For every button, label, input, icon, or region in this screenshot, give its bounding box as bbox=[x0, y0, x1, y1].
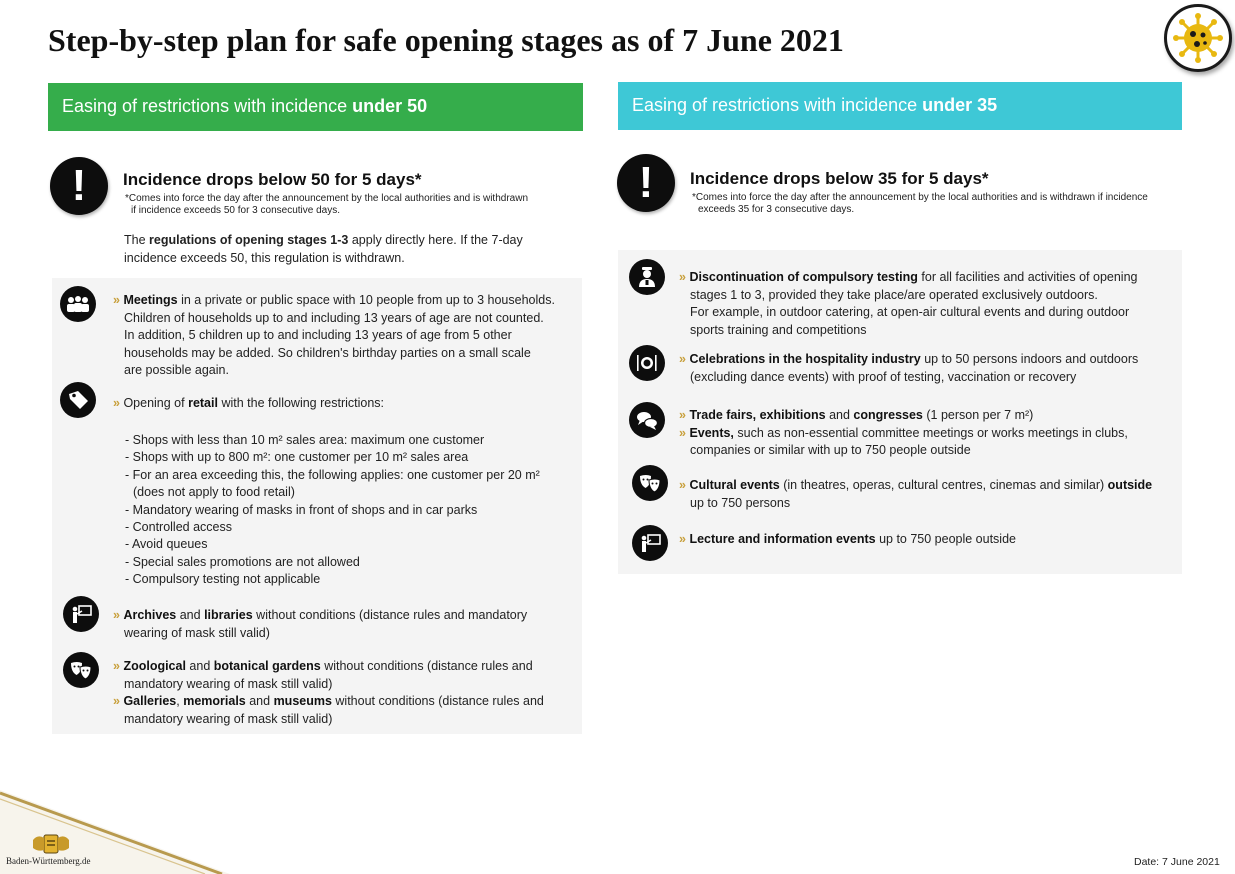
footnote-35: *Comes into force the day after the announcement by the local authorities and is withdrawn if incidence exceeds 35 for 3 consecutive days. bbox=[692, 192, 1148, 215]
list-item: - Controlled access bbox=[125, 520, 232, 535]
list-item: - Mandatory wearing of masks in front of shops and in car parks bbox=[125, 502, 478, 517]
testing-item: » Discontinuation of compulsory testing for all facilities and activities of opening stages 1 to 3, provided they take place/are operated exclusively outdoors. For example, in outdoor catering, at open-air cultural events and during outdoor sports training and competitions bbox=[679, 270, 1138, 337]
virus-icon bbox=[1164, 4, 1232, 72]
fairs-events-item: » Trade fairs, exhibitions and congresses (1 person per 7 m²) » Events, such as non-essential committee meetings or works meetings in clubs, companies or similar with up to 750 people outside bbox=[679, 408, 1128, 457]
brand-label: Baden-Württemberg.de bbox=[6, 856, 91, 866]
incidence-title-35: Incidence drops below 35 for 5 days* bbox=[690, 169, 989, 188]
theatre-masks-icon bbox=[632, 465, 668, 501]
speech-bubbles-icon bbox=[629, 402, 665, 438]
presentation-icon bbox=[63, 596, 99, 632]
exclamation-icon: ! bbox=[617, 154, 675, 212]
price-tag-icon bbox=[60, 382, 96, 418]
theatre-masks-icon bbox=[63, 652, 99, 688]
people-icon bbox=[60, 286, 96, 322]
presentation-icon bbox=[632, 525, 668, 561]
regulation-text: The regulations of opening stages 1-3 apply directly here. If the 7-day incidence exceeds 50, this regulation is withdrawn. bbox=[124, 233, 523, 265]
hospitality-item: » Celebrations in the hospitality industry up to 50 persons indoors and outdoors (excluding dance events) with proof of testing, vaccination or recovery bbox=[679, 352, 1139, 384]
doctor-icon bbox=[629, 259, 665, 295]
list-item: - Shops with up to 800 m²: one customer per 10 m² sales area bbox=[125, 450, 469, 465]
list-item: - Shops with less than 10 m² sales area: maximum one customer bbox=[125, 433, 485, 447]
dining-icon bbox=[629, 345, 665, 381]
page-title: Step-by-step plan for safe opening stages as of 7 June 2021 bbox=[48, 22, 844, 58]
zoos-galleries-item: » Zoological and botanical gardens without conditions (distance rules and mandatory wearing of mask still valid) » Galleries, memorials and museums without conditions (distance rules and mandatory wearing of mask still valid) bbox=[113, 659, 544, 726]
incidence-title-50: Incidence drops below 50 for 5 days* bbox=[123, 170, 422, 189]
banner-under-35: Easing of restrictions with incidence under 35 bbox=[618, 82, 1182, 130]
list-item: - Compulsory testing not applicable bbox=[125, 572, 321, 587]
list-item: - For an area exceeding this, the following applies: one customer per 20 m² bbox=[125, 467, 540, 482]
date-label: Date: 7 June 2021 bbox=[1134, 856, 1220, 868]
meetings-item: » Meetings in a private or public space with 10 people from up to 3 households. Children of households up to and including 13 years of age are not counted. In addition, 5 children up to and including 13 years of age from 5 other households may be added. So children's birthday parties on a small scale are possible again. bbox=[113, 293, 555, 377]
banner-under-50: Easing of restrictions with incidence under 50 bbox=[48, 83, 583, 131]
list-item: - Avoid queues bbox=[125, 537, 208, 552]
lecture-events-item: » Lecture and information events up to 750 people outside bbox=[679, 532, 1016, 546]
list-item: - Special sales promotions are not allowed bbox=[125, 554, 360, 569]
retail-restrictions-list bbox=[125, 432, 540, 589]
exclamation-icon: ! bbox=[50, 157, 108, 215]
retail-item: » Opening of retail with the following restrictions: bbox=[113, 396, 385, 410]
archives-item: » Archives and libraries without conditions (distance rules and mandatory wearing of mask still valid) bbox=[113, 608, 528, 640]
cultural-events-item: » Cultural events (in theatres, operas, cultural centres, cinemas and similar) outside up to 750 persons bbox=[679, 478, 1153, 510]
list-item: (does not apply to food retail) bbox=[133, 485, 295, 500]
footnote-50: *Comes into force the day after the announcement by the local authorities and is withdrawn if incidence exceeds 50 for 3 consecutive days. bbox=[125, 193, 529, 216]
coat-of-arms-icon bbox=[30, 832, 72, 856]
